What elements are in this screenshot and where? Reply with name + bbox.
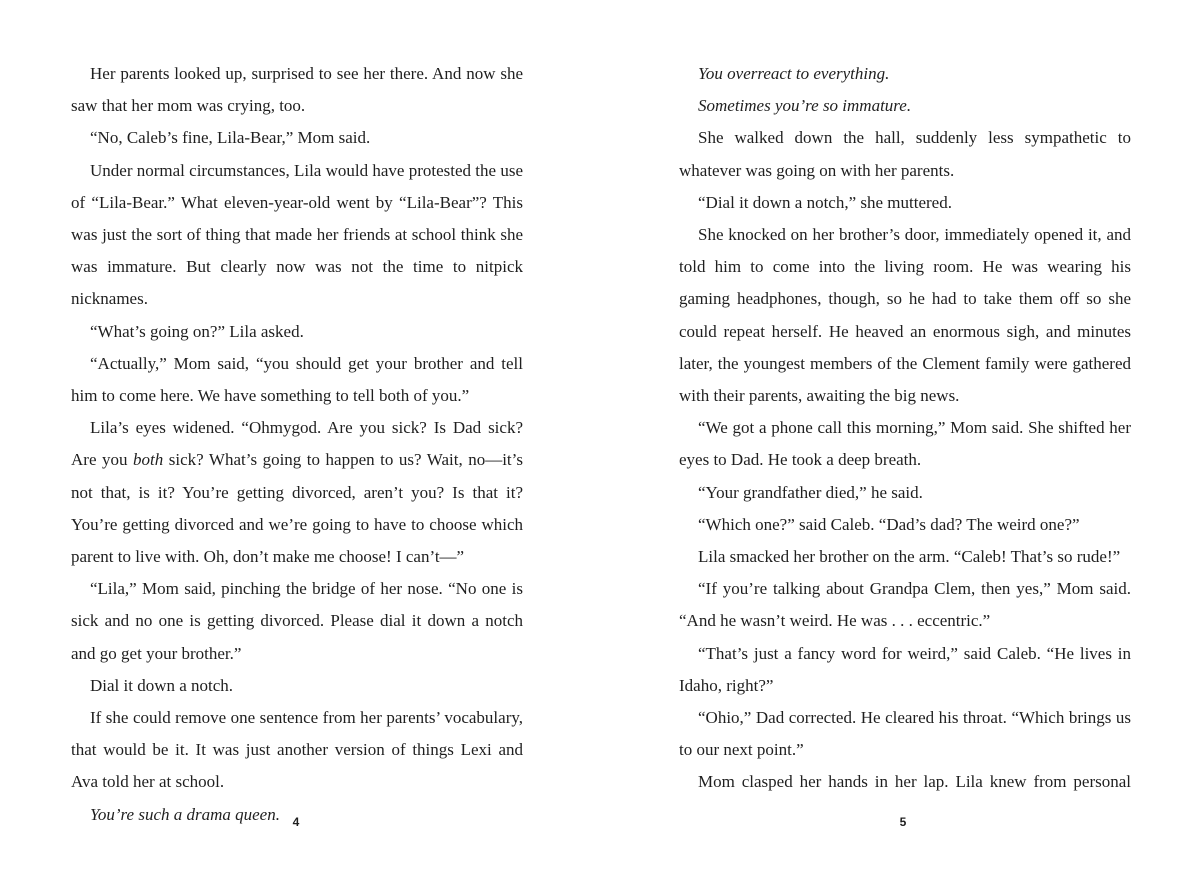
text-run: “If you’re talking about Grandpa Clem, then yes,” Mom said. “And he wasn’t weird. He was . . . eccentric.”	[679, 579, 1131, 631]
paragraph	[71, 702, 523, 799]
text-run: Lila’s eyes widened. “Ohmygod. Are you sick? Is Dad sick? Are you	[71, 418, 523, 470]
text-run: “Ohio,” Dad corrected. He cleared his throat. “Which brings us to our next point.”	[679, 708, 1131, 760]
page-number-left: 4	[292, 815, 300, 829]
page-number-right: 5	[899, 815, 907, 829]
paragraph	[71, 155, 523, 316]
paragraph	[71, 670, 523, 702]
paragraph	[679, 58, 1131, 90]
text-run: sick? What’s going to happen to us? Wait, no—it’s not that, is it? You’re getting divorced, aren’t you? Is that it? You’re getting divorced and we’re going to have to choose which parent to live with. Oh, don’t make me choose! I can’t—”	[71, 450, 523, 567]
text-run: Mom clasped her hands in her lap. Lila knew from personal	[698, 772, 1131, 792]
text-run: She walked down the hall, suddenly less sympathetic to whatever was going on with her parents.	[679, 128, 1131, 180]
paragraph	[679, 90, 1131, 122]
text-run: “Lila,” Mom said, pinching the bridge of her nose. “No one is sick and no one is getting divorced. Please dial it down a notch and go get your brother.”	[71, 579, 523, 663]
paragraph	[679, 702, 1131, 766]
paragraph	[679, 509, 1131, 541]
paragraph	[679, 477, 1131, 509]
text-run: “No, Caleb’s fine, Lila-Bear,” Mom said.	[90, 128, 371, 148]
text-run: “Your grandfather died,” he said.	[698, 482, 923, 502]
italic-text-run: Sometimes you’re so immature.	[698, 96, 912, 116]
paragraph	[679, 412, 1131, 476]
text-run: Lila smacked her brother on the arm. “Caleb! That’s so rude!”	[698, 547, 1121, 567]
italic-text-run: You overreact to everything.	[698, 64, 890, 83]
paragraph	[679, 187, 1131, 219]
paragraph	[71, 58, 523, 122]
text-run: “Actually,” Mom said, “you should get your brother and tell him to come here. We have something to tell both of you.”	[71, 353, 523, 406]
paragraph	[679, 541, 1131, 573]
text-run: She knocked on her brother’s door, immediately opened it, and told him to come into the living room. He was wearing his gaming headphones, though, so he had to take them off so she could repeat herself. He heaved an enormous sigh, and minutes later, the youngest members of the Clement family were gathered with their parents, awaiting the big news.	[679, 225, 1131, 406]
text-run: “We got a phone call this morning,” Mom said. She shifted her eyes to Dad. He took a deep breath.	[679, 418, 1131, 470]
paragraph	[679, 766, 1131, 798]
text-run: “That’s just a fancy word for weird,” said Caleb. “He lives in Idaho, right?”	[679, 643, 1131, 695]
paragraph	[679, 122, 1131, 186]
paragraph	[71, 316, 523, 348]
text-run: “Which one?” said Caleb. “Dad’s dad? The weird one?”	[698, 514, 1080, 534]
italic-text-run: You’re such a drama queen.	[90, 804, 280, 824]
paragraph	[679, 219, 1131, 412]
text-run: If she could remove one sentence from her parents’ vocabulary, that would be it. It was just another version of things Lexi and Ava told her at school.	[71, 708, 523, 792]
right-page	[679, 58, 1131, 799]
left-page	[71, 58, 523, 831]
text-run: “Dial it down a notch,” she muttered.	[698, 192, 952, 212]
text-run: Her parents looked up, surprised to see her there. And now she saw that her mom was crying, too.	[71, 64, 523, 116]
paragraph	[71, 573, 523, 670]
paragraph	[71, 122, 523, 154]
paragraph	[71, 412, 523, 573]
paragraph	[679, 638, 1131, 702]
italic-text-run: both	[133, 450, 164, 470]
paragraph	[71, 348, 523, 412]
text-run: Under normal circumstances, Lila would have protested the use of “Lila-Bear.” What eleven-year-old went by “Lila-Bear”? This was just the sort of thing that made her friends at school think she was immature. But clearly now was not the time to nitpick nicknames.	[71, 160, 523, 309]
text-run: Dial it down a notch.	[90, 675, 234, 695]
paragraph	[679, 573, 1131, 637]
text-run: “What’s going on?” Lila asked.	[90, 321, 304, 341]
